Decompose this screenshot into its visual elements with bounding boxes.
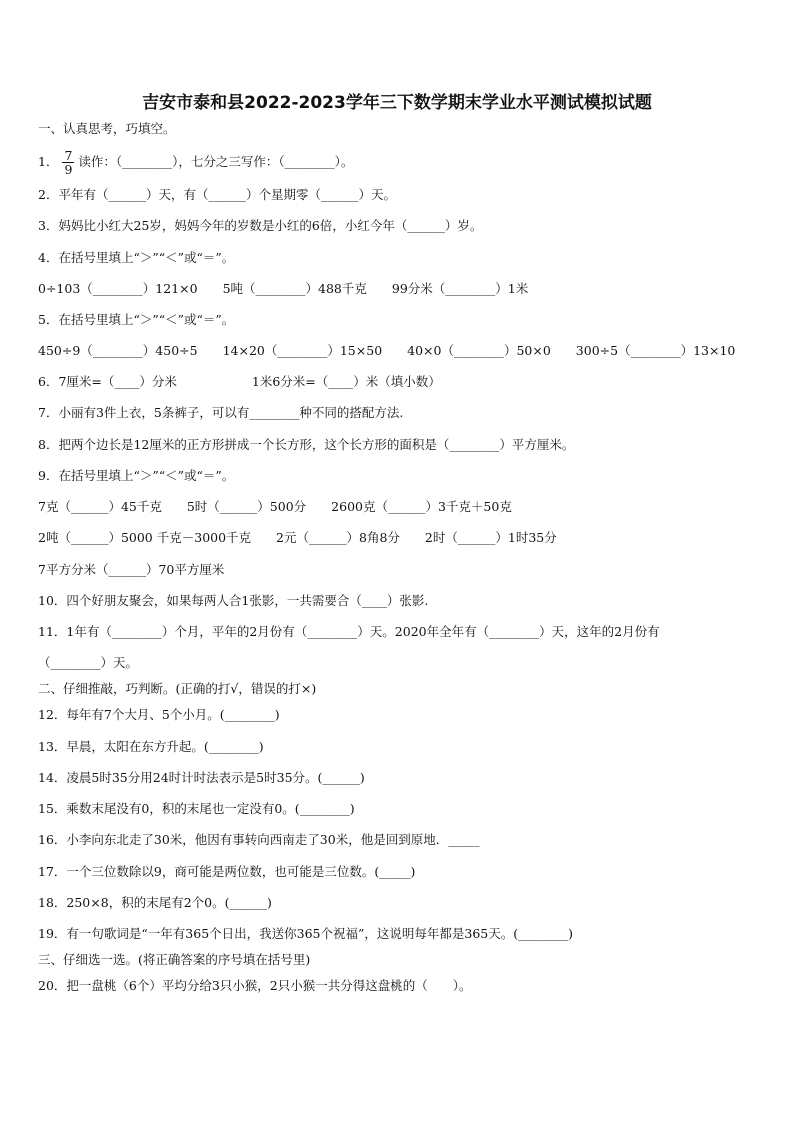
page-title: 吉安市泰和县2022-2023学年三下数学期末学业水平测试模拟试题 <box>142 93 652 113</box>
question-18: 18．250×8，积的末尾有2个0。(______) <box>38 895 272 910</box>
question-7: 7．小丽有3件上衣，5条裤子，可以有________种不同的搭配方法. <box>38 405 404 420</box>
question-16: 16．小李向东北走了30米，他因有事转向西南走了30米，他是回到原地．_____ <box>38 832 480 847</box>
question-19: 19．有一句歌词是“一年有365个日出，我送你365个祝福”，这说明每年都是365天。(________) <box>38 926 574 941</box>
question-12: 12．每年有7个大月、5个小月。(________) <box>38 707 280 722</box>
question-9: 9．在括号里填上“＞”“＜”或“＝”。 <box>38 468 235 483</box>
question-9-row-1: 7克（______）45千克 5时（______）500分 2600克（______）3千克＋50克 <box>38 499 512 514</box>
section-1-heading: 一、认真思考，巧填空。 <box>38 121 176 136</box>
question-14: 14．凌晨5时35分用24时计时法表示是5时35分。(______) <box>38 770 365 785</box>
question-3: 3．妈妈比小红大25岁，妈妈今年的岁数是小红的6倍，小红今年（______）岁。 <box>38 218 483 233</box>
question-13: 13．早晨，太阳在东方升起。(________) <box>38 739 264 754</box>
fraction-seven-ninths <box>62 149 74 176</box>
question-5-items: 450÷9（________）450÷5 14×20（________）15×50 40×0（________）50×0 300÷5（________）13×10 <box>38 343 736 358</box>
question-4: 4．在括号里填上“＞”“＜”或“＝”。 <box>38 250 235 265</box>
question-17: 17．一个三位数除以9，商可能是两位数，也可能是三位数。(_____) <box>38 864 416 879</box>
question-15: 15．乘数末尾没有0，积的末尾也一定没有0。(________) <box>38 801 355 816</box>
section-3-heading: 三、仔细选一选。(将正确答案的序号填在括号里) <box>38 952 311 967</box>
fraction-denominator: 9 <box>64 162 73 177</box>
question-20: 20．把一盘桃（6个）平均分给3只小猴，2只小猴一共分得这盘桃的（ ）。 <box>38 978 472 993</box>
question-11-line-1: 11．1年有（________）个月，平年的2月份有（________）天。2020年全年有（________）天，这年的2月份有 <box>38 624 660 639</box>
question-9-row-3: 7平方分米（______）70平方厘米 <box>38 562 225 577</box>
section-2-heading: 二、仔细推敲，巧判断。(正确的打√，错误的打×) <box>38 681 317 696</box>
question-1-number: 1． <box>38 154 59 169</box>
question-5: 5．在括号里填上“＞”“＜”或“＝”。 <box>38 312 235 327</box>
question-1-text: 读作：（________），七分之三写作：（________）。 <box>78 154 354 169</box>
question-9-row-2: 2吨（______）5000 千克－3000千克 2元（______）8角8分 2时（______）1时35分 <box>38 530 557 545</box>
question-4-items: 0÷103（________）121×0 5吨（________）488千克 99分米（________）1米 <box>38 281 529 296</box>
question-11-line-2: （________）天。 <box>38 655 139 670</box>
question-8: 8．把两个边长是12厘米的正方形拼成一个长方形，这个长方形的面积是（________）平方厘米。 <box>38 437 575 452</box>
question-10: 10．四个好朋友聚会，如果每两人合1张影，一共需要合（____）张影. <box>38 593 429 608</box>
question-6: 6．7厘米=（____）分米 1米6分米=（____）米（填小数） <box>38 374 441 389</box>
question-2: 2．平年有（______）天，有（______）个星期零（______）天。 <box>38 187 396 202</box>
question-1 <box>38 148 353 176</box>
fraction-numerator: 7 <box>64 148 73 163</box>
